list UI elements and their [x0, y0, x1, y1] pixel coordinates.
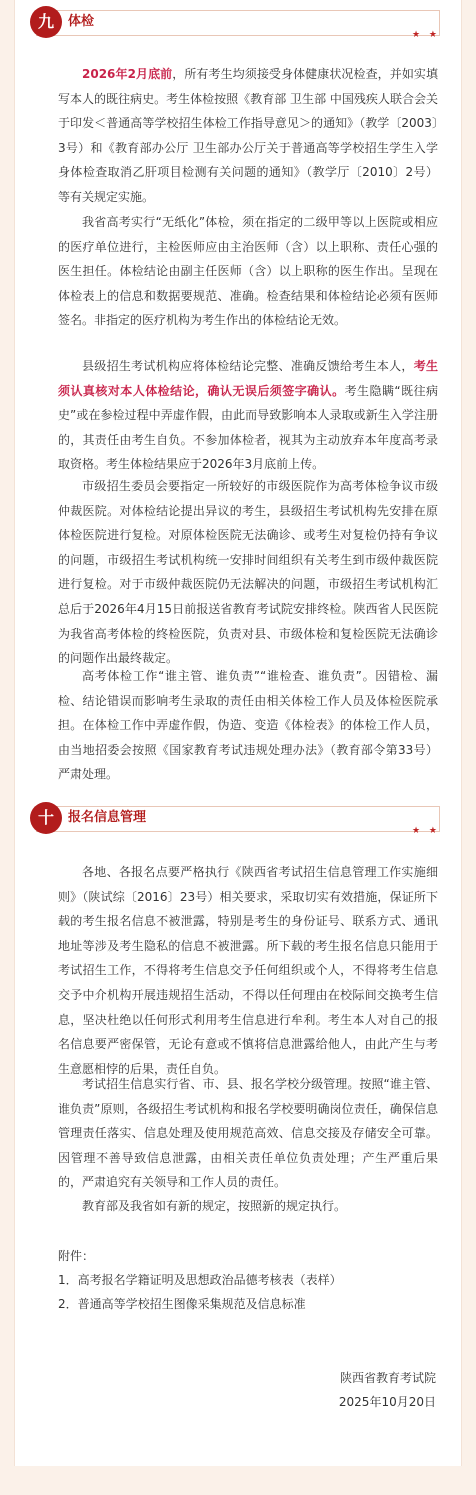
section-title: 体检 [68, 14, 95, 29]
highlight-text: 2026年2月底前 [82, 67, 173, 81]
attachment-item: 2．普通高等学校招生图像采集规范及信息标准 [58, 1297, 306, 1311]
section-title: 报名信息管理 [68, 810, 147, 825]
paragraph: 市级招生委员会要指定一所较好的市级医院作为高考体检争议市级仲裁医院。对体检结论提出异议的考生，县级招生考试机构先安排在原体检医院进行复检。对原体检医院无法确诊、或考生对复检仍持有争议的问题，市级招生考试机构统一安排时间组织有关考生到市级仲裁医院进行复检。对于市级仲裁医院仍无法解决的问题，市级招生考试机构汇总后于2026年4月15日前报送省教育考试院安排终检。陕西省人民医院为我省高考体检的终检医院，负责对县、市级体检和复检医院无法确诊的问题作出最终裁定。 [58, 479, 438, 666]
signature-date: 2025年10月20日 [338, 1395, 436, 1409]
section-number-badge: 十 [30, 802, 62, 834]
paragraph: 各地、各报名点要严格执行《陕西省考试招生信息管理工作实施细则》（陕试综〔2016〕23号）相关要求，采取切实有效措施，保证所下载的考生报名信息不被泄露，特别是考生的身份证号、联系方式、通讯地址等涉及考生隐私的信息不被泄露。所下载的考生报名信息只能用于考试招生工作，不得将考生信息交予任何组织或个人，不得将考生信息交予中介机构开展违规招生活动，不得以任何理由在校际间交换考生信息，坚决杜绝以任何形式利用考生信息进行牟利。考生本人对自己的报名信息要严密保管，无论有意或不慎将信息泄露给他人，由此产生与考生意愿相悖的后果，责任自负。 [58, 865, 438, 1076]
signature-org: 陕西省教育考试院 [339, 1371, 436, 1385]
paragraph: 高考体检工作“谁主管、谁负责”“谁检查、谁负责”。因错检、漏检、结论错误而影响考生录取的责任由相关体检工作人员及体检医院承担。在体检工作中弄虚作假，伪造、变造《体检表》的体检工作人员，由当地招委会按照《国家教育考试违规处理办法》（教育部令第33号）严肃处理。 [58, 669, 438, 782]
section-header-registration-info [30, 802, 440, 834]
section-header-bar [36, 10, 440, 36]
paragraph: 我省高考实行“无纸化”体检，须在指定的二级甲等以上医院或相应的医疗单位进行，主检医师应由主治医师（含）以上职称、责任心强的医生担任。体检结论由副主任医师（含）以上职称的医生作出。呈现在体检表上的信息和数据要规范、准确。检查结果和体检结论必须有医师签名。非指定的医疗机构为考生作出的体检结论无效。 [58, 215, 438, 328]
attachment-item: 1．高考报名学籍证明及思想政治品德考核表（表样） [58, 1273, 342, 1287]
page-footer-strip [0, 1466, 476, 1495]
decorative-stars-icon: ★ ★ [412, 826, 440, 836]
highlight-text: 考生须认真核对本人体检结论，确认无误后须签字确认。 [58, 359, 438, 398]
attachments-label: 附件： [58, 1249, 95, 1263]
section-number-badge: 九 [30, 6, 62, 38]
paragraph: 2026年2月底前，所有考生均须接受身体健康状况检查，并如实填写本人的既往病史。考生体检按照《教育部 卫生部 中国残疾人联合会关于印发＜普通高等学校招生体检工作指导意见＞的通知》（教学〔2003〕3号）和《教育部办公厅 卫生部办公厅关于普通高等学校招生学生入学身体检查取消乙肝项目检测有关问题的通知》（教学厅〔2010〕2号）等有关规定实施。 [58, 67, 438, 204]
paragraph: 考试招生信息实行省、市、县、报名学校分级管理。按照“谁主管、谁负责”原则，各级招生考试机构和报名学校要明确岗位责任，确保信息管理责任落实、信息处理及使用规范高效、信息交接及存储安全可靠。因管理不善导致信息泄露，由相关责任单位负责处理；产生严重后果的，严肃追究有关领导和工作人员的责任。 [58, 1077, 438, 1190]
paragraph: 教育部及我省如有新的规定，按照新的规定执行。 [82, 1199, 347, 1213]
decorative-stars-icon: ★ ★ [412, 30, 440, 40]
paragraph: 县级招生考试机构应将体检结论完整、准确反馈给考生本人，考生须认真核对本人体检结论，确认无误后须签字确认。考生隐瞒“既往病史”或在参检过程中弄虚作假，由此而导致影响本人录取或新生入学注册的，其责任由考生自负。不参加体检者，视其为主动放弃本年度高考录取资格。考生体检结果应于2026年3月底前上传。 [58, 359, 438, 472]
section-header-physical-exam [30, 6, 440, 38]
